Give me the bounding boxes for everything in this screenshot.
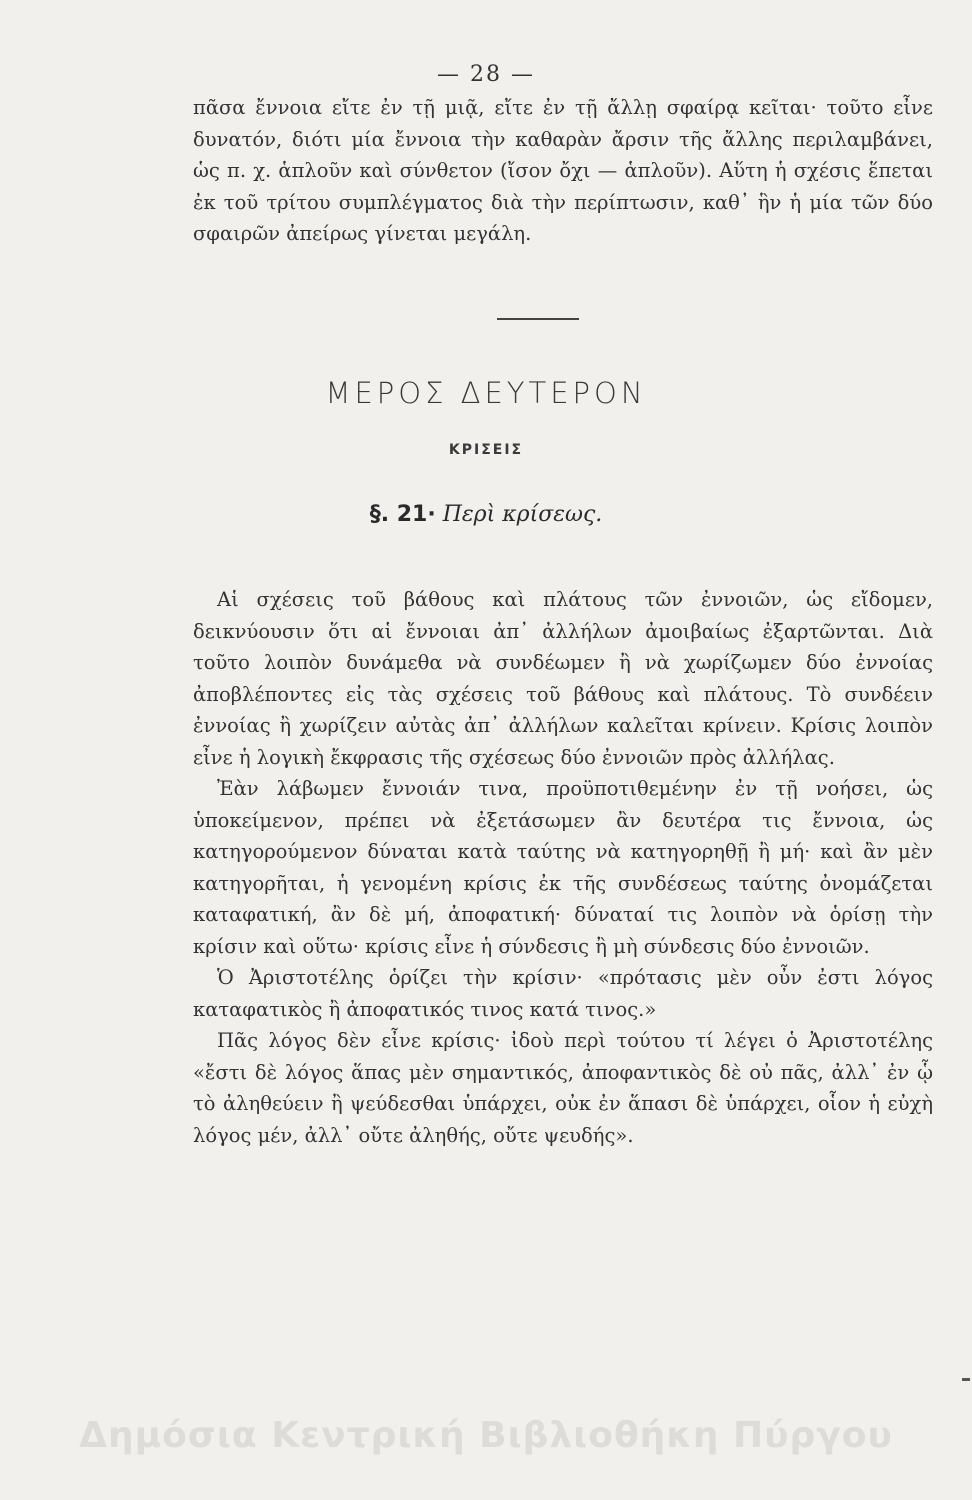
section-heading <box>0 502 972 527</box>
paragraph: Πᾶς λόγος δὲν εἶνε κρίσις· ἰδοὺ περὶ τούτου τί λέγει ὁ Ἀριστοτέλης «ἔστι δὲ λόγος ἅπας μὲν σημαντικός, ἀποφαντικὸς δὲ οὐ πᾶς, ἀλλ᾽ ἐν ᾧ τὸ ἀληθεύειν ἢ ψεύδεσθαι ὑπάρχει, οὐκ ἐν ἅπασι δὲ ὑπάρχει, οἷον ἡ εὐχὴ λόγος μέν, ἀλλ᾽ οὔτε ἀληθής, οὔτε ψευδής». <box>193 1029 933 1147</box>
page-number: — 28 — <box>437 62 535 87</box>
paragraph: Αἱ σχέσεις τοῦ βάθους καὶ πλάτους τῶν ἐννοιῶν, ὡς εἴδομεν, δεικνύουσιν ὅτι αἱ ἔννοιαι ἀπ᾽ ἀλλήλων ἀμοιβαίως ἐξαρτῶνται. Διὰ τοῦτο λοιπὸν δυνάμεθα νὰ συνδέωμεν ἢ νὰ χωρίζωμεν δύο ἐννοίας ἀποβλέποντες εἰς τὰς σχέσεις τοῦ βάθους καὶ πλάτους. Τὸ συνδέειν ἐννοίας ἢ χωρίζειν αὐτὰς ἀπ᾽ ἀλλήλων καλεῖται κρίνειν. Κρίσις λοιπὸν εἶνε ἡ λογικὴ ἔκφρασις τῆς σχέσεως δύο ἐννοιῶν πρὸς ἀλλήλας. <box>193 588 933 769</box>
section-body <box>193 584 933 1151</box>
chapter-title: ΚΡΙΣΕΙΣ <box>448 442 524 458</box>
section-title: Περὶ κρίσεως. <box>442 502 603 527</box>
paragraph: πᾶσα ἔννοια εἴτε ἐν τῇ μιᾷ, εἴτε ἐν τῇ ἄλλῃ σφαίρᾳ κεῖται· τοῦτο εἶνε δυνατόν, διότι μία ἔννοια τὴν καθαρὰν ἄρσιν τῆς ἄλλης περιλαμβάνει, ὡς π. χ. ἁπλοῦν καὶ σύνθετον (ἴσον ὄχι — ἁπλοῦν). Αὕτη ἡ σχέσις ἕπεται ἐκ τοῦ τρίτου συμπλέγματος διὰ τὴν περίπτωσιν, καθ᾽ ἣν ἡ μία τῶν δύο σφαιρῶν ἀπείρως γίνεται μεγάλη. <box>193 96 933 245</box>
continued-paragraph <box>193 92 933 250</box>
paragraph: Ἐὰν λάβωμεν ἔννοιάν τινα, προϋποτιθεμένην ἐν τῇ νοήσει, ὡς ὑποκείμενον, πρέπει νὰ ἐξετάσωμεν ἂν δευτέρα τις ἔννοια, ὡς κατηγορούμενον δύναται κατὰ ταύτης νὰ κατηγορηθῇ ἢ μή· καὶ ἂν μὲν κατηγορῆται, ἡ γενομένη κρίσις ἐκ τῆς συνδέσεως ταύτης ὀνομάζεται καταφατική, ἂν δὲ μή, ἀποφατική· δύναταί τις λοιπὸν νὰ ὁρίσῃ τὴν κρίσιν καὶ οὕτω· κρίσις εἶνε ἡ σύνδεσις ἢ μὴ σύνδεσις δύο ἐννοιῶν. <box>193 777 933 958</box>
paragraph: Ὁ Ἀριστοτέλης ὁρίζει τὴν κρίσιν· «πρότασις μὲν οὖν ἐστι λόγος καταφατικὸς ἢ ἀποφατικός τινος κατά τινος.» <box>193 966 933 1021</box>
section-number: §. 21· <box>369 502 436 527</box>
edge-mark <box>962 1378 970 1381</box>
library-watermark: Δημόσια Κεντρική Βιβλιοθήκη Πύργου <box>79 1415 893 1456</box>
separator-rule <box>497 318 579 320</box>
part-title: ΜΕΡΟΣ ΔΕΥΤΕΡΟΝ <box>325 376 647 410</box>
